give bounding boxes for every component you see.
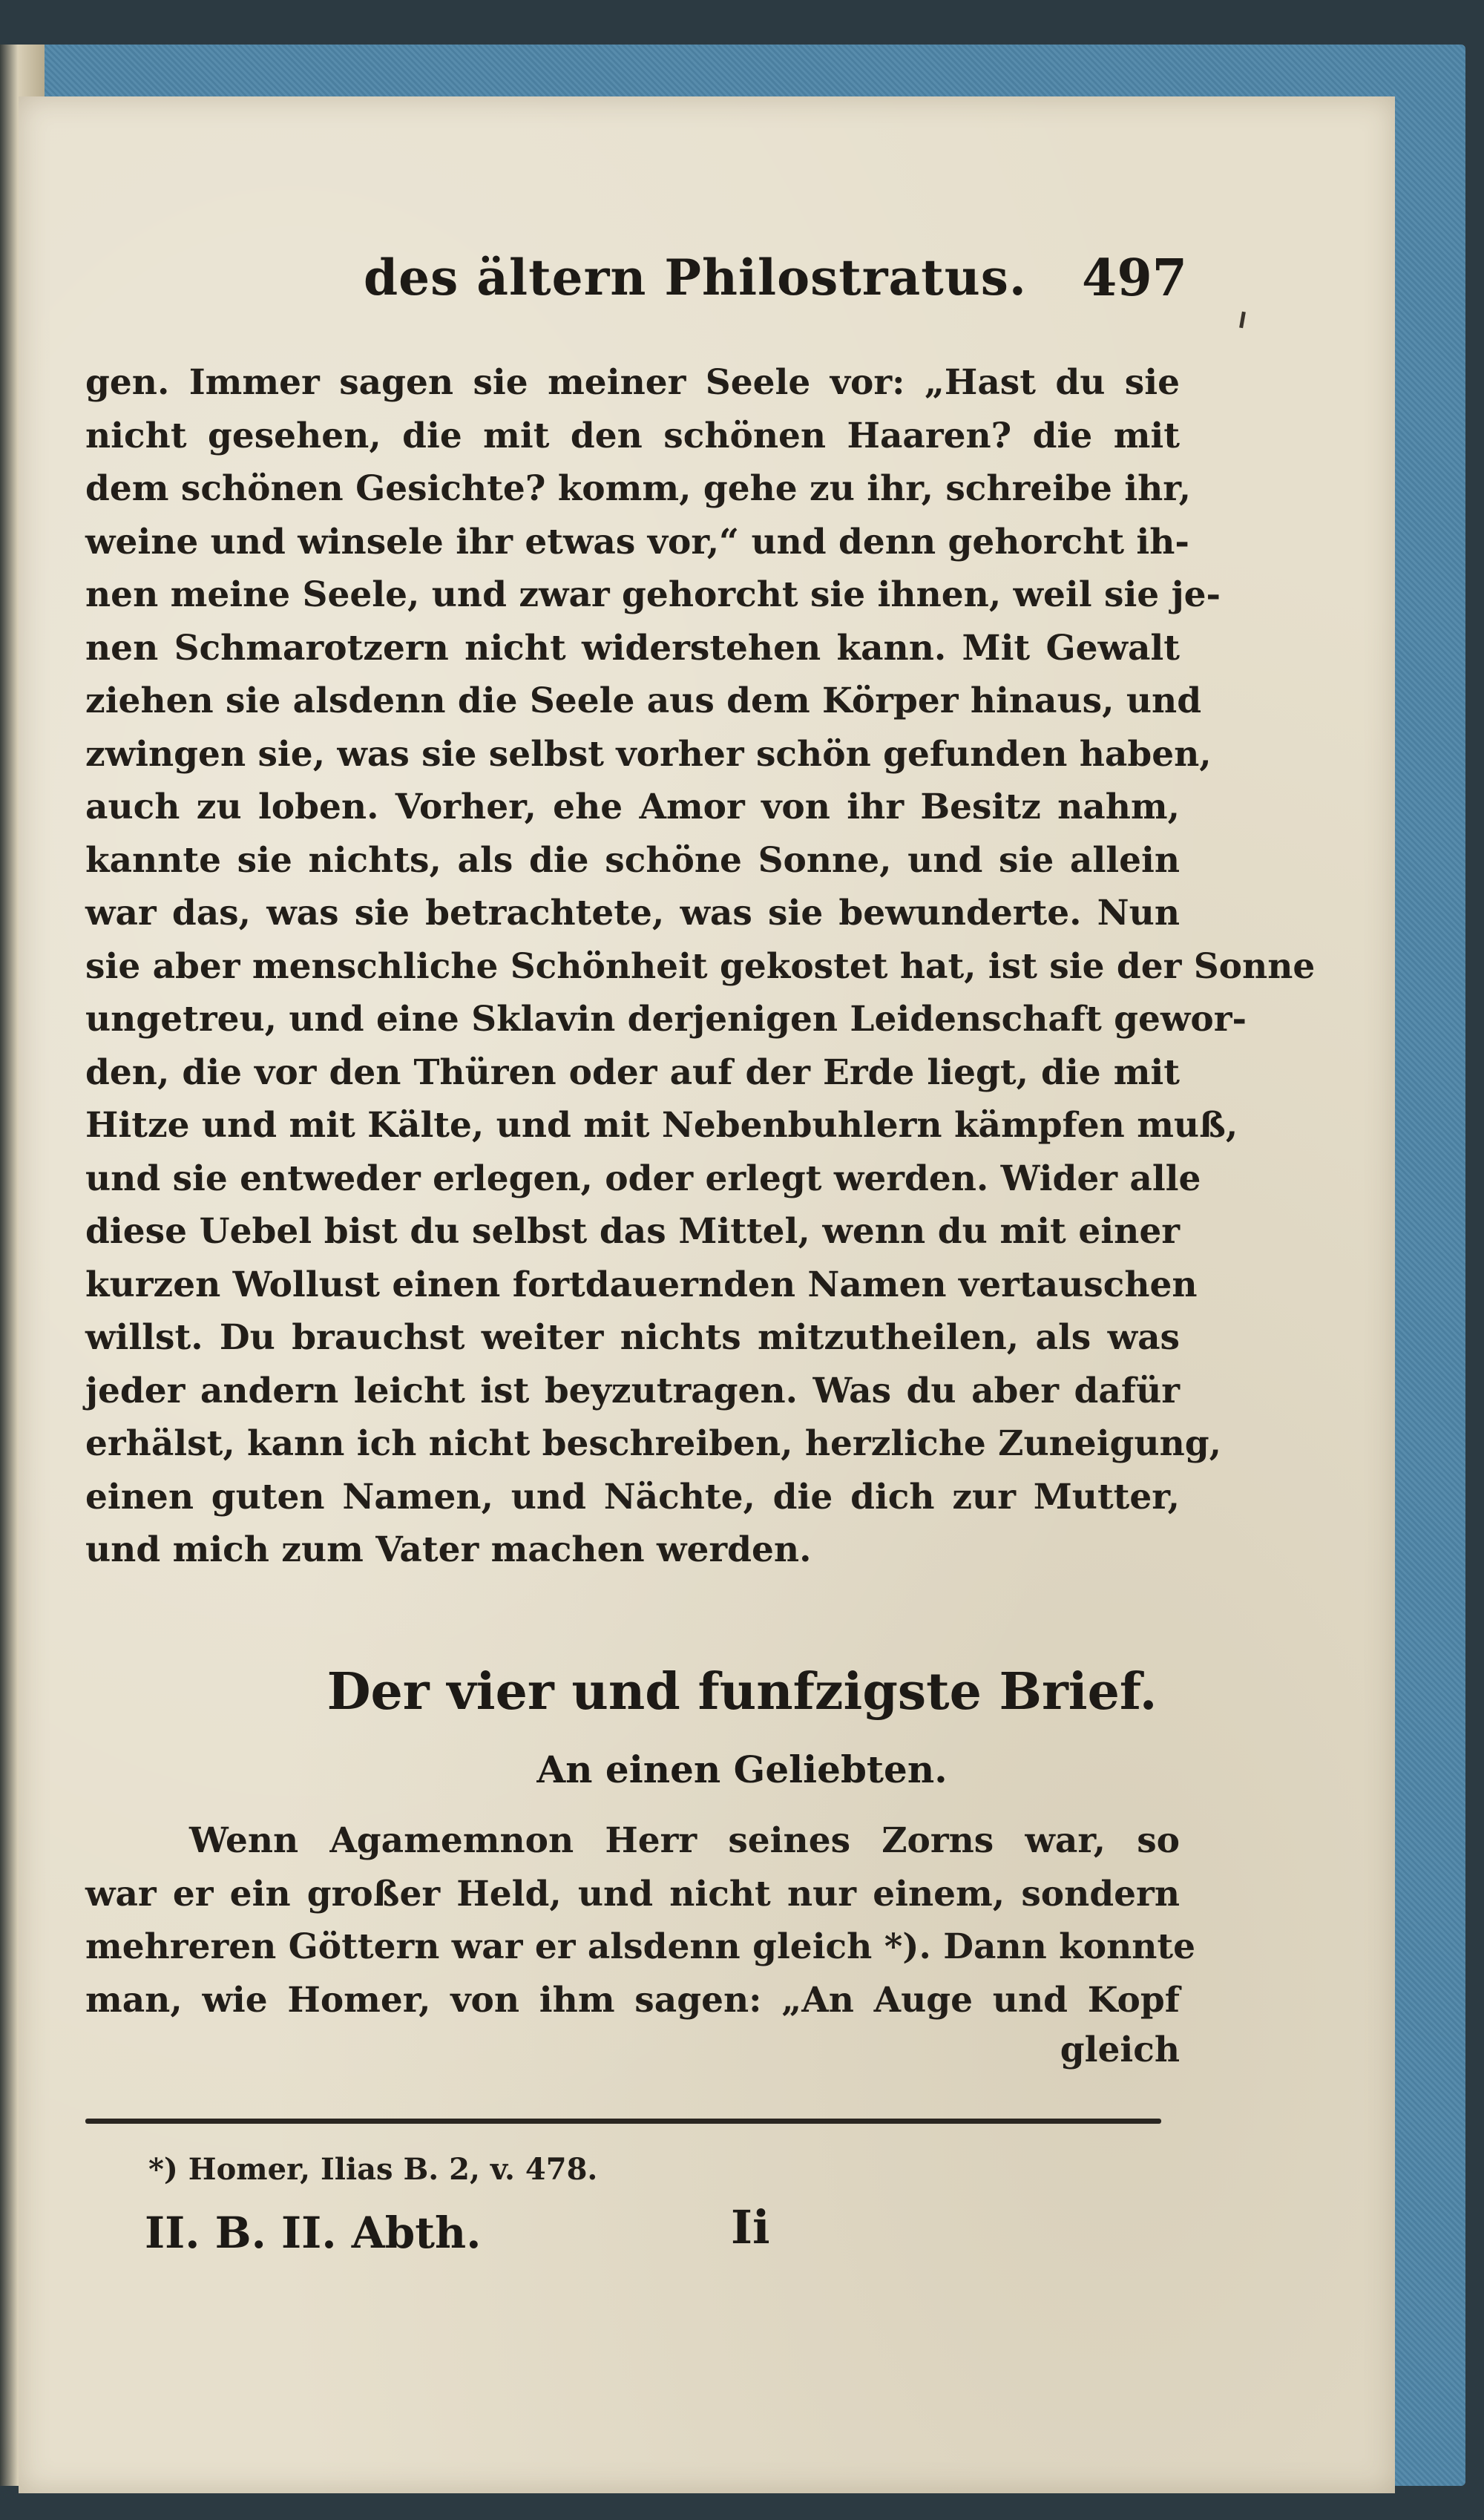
text-line: weine und winsele ihr etwas vor,“ und denn gehorcht ih- bbox=[85, 521, 1189, 562]
text-line: den, die vor den Thüren oder auf der Erde liegt, die mit bbox=[85, 1051, 1180, 1093]
text-line: auch zu loben. Vorher, ehe Amor von ihr Besitz nahm, bbox=[85, 787, 1180, 827]
footnote: *) Homer, Ilias B. 2, v. 478. bbox=[148, 2152, 598, 2187]
text-line: erhälst, kann ich nicht beschreiben, herzliche Zuneigung, bbox=[85, 1423, 1221, 1464]
text-line: und sie entweder erlegen, oder erlegt werden. Wider alle bbox=[85, 1158, 1201, 1199]
footnote-rule bbox=[85, 2119, 1161, 2124]
text-line: war er ein großer Held, und nicht nur einem, sondern bbox=[85, 1873, 1180, 1914]
body-text bbox=[85, 356, 1316, 1577]
page-header bbox=[364, 249, 1187, 330]
text-line: diese Uebel bist du selbst das Mittel, wenn du mit einer bbox=[85, 1211, 1180, 1252]
text-line: einen guten Namen, und Nächte, die dich zur Mutter, bbox=[85, 1476, 1180, 1517]
text-line: sie aber menschliche Schönheit gekostet hat, ist sie der Sonne bbox=[85, 945, 1316, 987]
text-line: gen. Immer sagen sie meiner Seele vor: „Hast du sie bbox=[85, 362, 1180, 403]
text-line: zwingen sie, was sie selbst vorher schön gefunden haben, bbox=[85, 733, 1212, 775]
letter-title: Der vier und funfzigste Brief. bbox=[326, 1662, 1158, 1722]
signature-mark: II. B. II. Abth. bbox=[145, 2208, 482, 2258]
text-line: mehreren Göttern war er alsdenn gleich *). Dann konnte bbox=[85, 1926, 1196, 1967]
text-line: nicht gesehen, die mit den schönen Haaren? die mit bbox=[85, 415, 1180, 456]
text-line: nen meine Seele, und zwar gehorcht sie ihnen, weil sie je- bbox=[85, 574, 1221, 615]
catchword: gleich bbox=[1060, 2030, 1180, 2070]
text-line: willst. Du brauchst weiter nichts mitzutheilen, als was bbox=[85, 1317, 1180, 1358]
text-line: nen Schmarotzern nicht widerstehen kann. Mit Gewalt bbox=[85, 627, 1180, 669]
letter-subtitle: An einen Geliebten. bbox=[536, 1748, 948, 1791]
text-line: jeder andern leicht ist beyzutragen. Was du aber dafür bbox=[85, 1370, 1180, 1411]
text-line: kannte sie nichts, als die schöne Sonne, und sie allein bbox=[85, 839, 1180, 881]
text-line: war das, was sie betrachtete, was sie bewunderte. Nun bbox=[85, 893, 1180, 933]
signature-letter: Ii bbox=[731, 2200, 770, 2254]
text-line: ungetreu, und eine Sklavin derjenigen Leidenschaft gewor- bbox=[85, 999, 1247, 1040]
running-head: des ältern Philostratus. bbox=[364, 249, 1027, 306]
text-line: ziehen sie alsdenn die Seele aus dem Körper hinaus, und bbox=[85, 680, 1202, 721]
text-line: Hitze und mit Kälte, und mit Nebenbuhlern kämpfen muß, bbox=[85, 1105, 1238, 1146]
text-line: und mich zum Vater machen werden. bbox=[85, 1529, 812, 1570]
text-line: man, wie Homer, von ihm sagen: „An Auge und Kopf bbox=[85, 1979, 1180, 2021]
text-line: dem schönen Gesichte? komm, gehe zu ihr, schreibe ihr, bbox=[85, 468, 1191, 509]
page-number: 497 bbox=[1082, 249, 1187, 308]
text-line: kurzen Wollust einen fortdauernden Namen vertauschen bbox=[85, 1264, 1198, 1305]
letter-body bbox=[85, 1814, 1196, 2027]
text-line: Wenn Agamemnon Herr seines Zorns war, so bbox=[189, 1820, 1180, 1861]
